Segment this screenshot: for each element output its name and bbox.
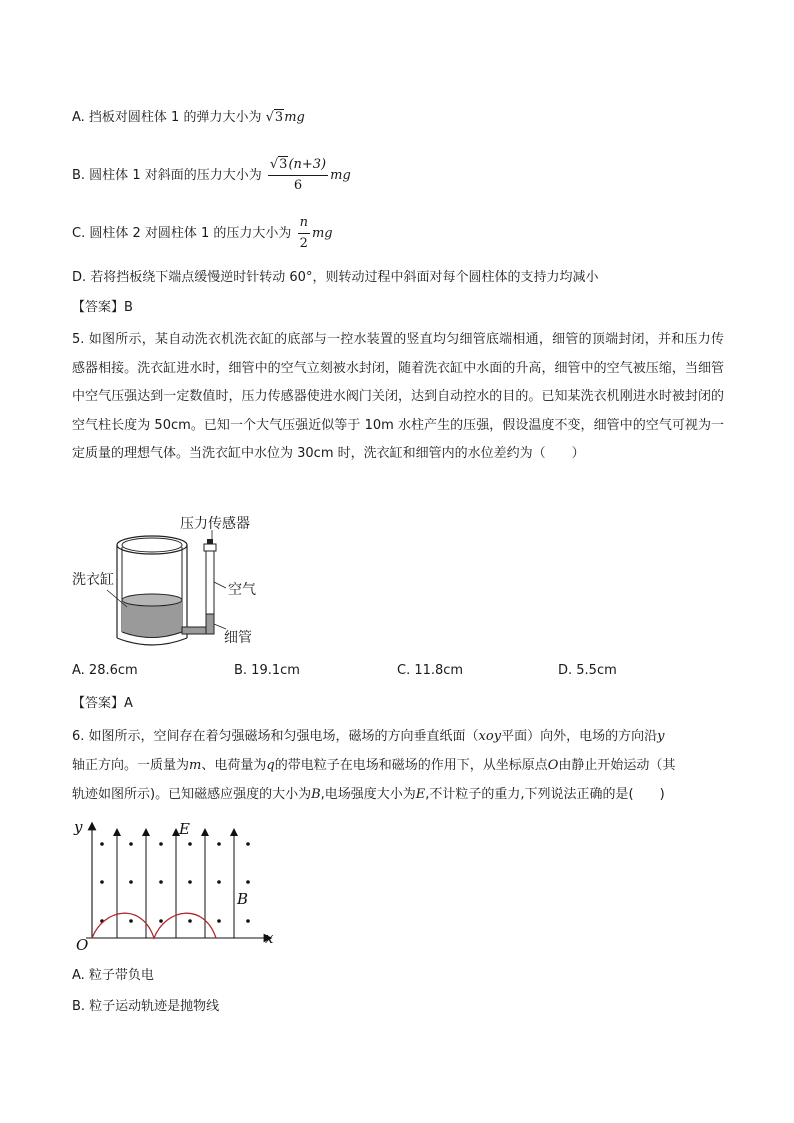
q4-option-c-mg: mg	[311, 226, 333, 241]
sqrt-radicand: 3	[274, 110, 284, 125]
q4-option-c-text: C. 圆柱体 2 对圆柱体 1 的压力大小为	[72, 226, 292, 241]
q6-m-symbol: m	[189, 758, 202, 773]
label-origin: O	[76, 936, 89, 952]
sqrt-expression: √3	[265, 110, 284, 125]
q6-stem-line3	[72, 785, 665, 805]
fraction-b	[268, 156, 328, 195]
q6-stem-text-8: ,电场强度大小为	[320, 787, 416, 802]
label-field-e: E	[179, 820, 190, 838]
q6-figure	[72, 816, 282, 952]
label-y-axis: y	[74, 818, 83, 836]
q6-option-b: B. 粒子运动轨迹是抛物线	[72, 999, 220, 1014]
label-tube: 细管	[224, 630, 252, 646]
q6-o-symbol: O	[547, 758, 559, 773]
q6-e-symbol: E	[415, 787, 426, 802]
electric-field-lines	[117, 832, 234, 938]
magnetic-field-dots	[100, 842, 250, 923]
q5-option-c: C. 11.8cm	[397, 663, 464, 678]
q5-option-b: B. 19.1cm	[234, 663, 300, 678]
q6-stem-text-7: 轨迹如图所示)。已知磁感应强度的大小为	[72, 787, 312, 802]
q4-option-b-mg: mg	[330, 168, 351, 183]
q4-option-b	[72, 154, 351, 198]
q5-stem: 5. 如图所示，某自动洗衣机洗衣缸的底部与一控水装置的竖直均匀细管底端相通，细管的顶端封闭，并和压力传感器相接。洗衣缸进水时，细管中的空气立刻被水封闭，随着洗衣缸中水面的升高，细管中的空气被压缩，当细管中空气压强达到一定数值时，压力传感器使进水阀门关闭，达到自动控水的目的。已知某洗衣机刚进水时被封闭的空气柱长度为 50cm。已知一个大气压强近似等于 10m 水柱产生的压强，假设温度不变，细管中的空气可视为一定质量的理想气体。当洗衣缸中水位为 30cm 时，洗衣缸和细管内的水位差约为（ ）	[72, 332, 724, 461]
fraction-b-denominator: 6	[293, 178, 303, 193]
label-field-b: B	[237, 890, 249, 908]
q4-answer: 【答案】B	[72, 300, 133, 315]
q5-figure	[72, 512, 272, 662]
q4-option-c	[72, 214, 333, 254]
q6-stem-text-3: 轴正方向。一质量为	[72, 758, 190, 773]
q6-plane-symbol: xoy	[478, 729, 502, 744]
q6-stem-text-9: ,不计粒子的重力,下列说法正确的是( )	[425, 787, 665, 802]
q4-option-a-text: A. 挡板对圆柱体 1 的弹力大小为	[72, 110, 262, 125]
q5-option-a: A. 28.6cm	[72, 663, 138, 678]
q5-options	[72, 663, 712, 683]
label-x-axis: x	[265, 929, 274, 947]
q6-axis-y-symbol: y	[657, 729, 665, 744]
q4-option-b-text: B. 圆柱体 1 对斜面的压力大小为	[72, 168, 262, 183]
fraction-b-root: 3	[279, 157, 288, 172]
q5-option-d: D. 5.5cm	[558, 663, 617, 678]
q6-stem-text-2: 平面）向外，电场的方向沿	[501, 729, 658, 744]
fraction-b-numerator: √3(n+3)	[268, 156, 328, 176]
q6-stem-text-4: 、电荷量为	[201, 758, 267, 773]
q4-option-d: D. 若将挡板绕下端点缓慢逆时针转动 60°，则转动过程中斜面对每个圆柱体的支持力均减小	[72, 270, 599, 285]
q6-b-symbol: B	[311, 787, 321, 802]
q6-q-symbol: q	[266, 758, 275, 773]
q6-stem-line2	[72, 756, 675, 776]
label-air: 空气	[228, 582, 256, 598]
q6-stem-text-5: 的带电粒子在电场和磁场的作用下，从坐标原点	[274, 758, 548, 773]
fraction-c-denominator: 2	[299, 236, 308, 251]
fraction-c-numerator: n	[298, 214, 310, 234]
label-sensor: 压力传感器	[180, 516, 250, 532]
q6-option-a: A. 粒子带负电	[72, 968, 154, 983]
fraction-c	[298, 214, 310, 253]
fraction-b-paren: (n+3)	[288, 157, 327, 172]
q4-option-a	[72, 108, 305, 128]
q4-option-a-mg: mg	[284, 110, 305, 125]
q6-stem-text-6: 由静止开始运动（其	[558, 758, 676, 773]
label-tank: 洗衣缸	[72, 572, 114, 588]
particle-trajectory	[92, 913, 216, 938]
q5-answer: 【答案】A	[72, 696, 133, 711]
q6-stem-text-1: 6. 如图所示，空间存在着匀强磁场和匀强电场，磁场的方向垂直纸面（	[72, 729, 479, 744]
q6-stem-line1	[72, 727, 664, 747]
